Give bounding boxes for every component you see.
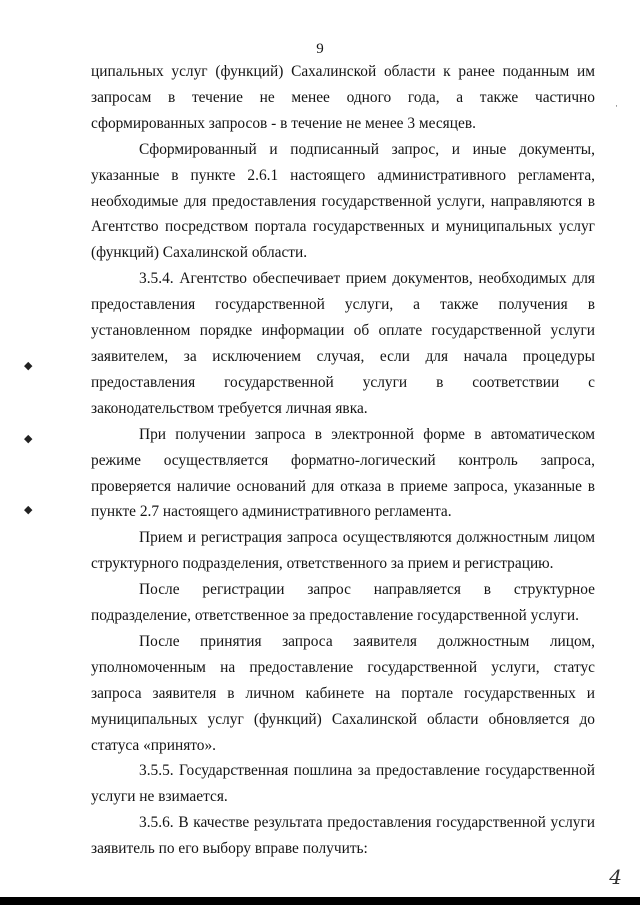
margin-mark-1: ◆ [24, 360, 33, 372]
page-number: 9 [316, 41, 324, 57]
paragraph-7: После принятия запроса заявителя должностным лицом, уполномоченным на предоставление государственной услуги, статус запроса заявителя в личном кабинете на портале государственных и муниципальных услуг (функций) Сахалинской области обновляется до статуса «принято». [91, 632, 595, 754]
paragraph-3: 3.5.4. Агентство обеспечивает прием документов, необходимых для предоставления государственной услуги, а также получения в установленном порядке информации об оплате государственной услуги заявителем, за исключением случая, если для начала процедуры предоставления государственной услуги в соответствии с законодательством требуется личная явка. [91, 270, 595, 417]
paragraph-9: 3.5.6. В качестве результата предоставления государственной услуги заявитель по его выбору вправе получить: [91, 814, 595, 858]
paragraph-2: Сформированный и подписанный запрос, и иные документы, указанные в пункте 2.6.1 настоящего административного регламента, необходимые для предоставления государственной услуги, направляются в Агентство посредством портала государственных и муниципальных услуг (функций) Сахалинской области. [91, 140, 595, 262]
paragraph-8: 3.5.5. Государственная пошлина за предоставление государственной услуги не взимается. [91, 762, 595, 806]
paragraph-5: Прием и регистрация запроса осуществляются должностным лицом структурного подразделения, ответственного за прием и регистрацию. [91, 529, 595, 573]
margin-mark-2: ◆ [24, 433, 33, 445]
margin-mark-3: ◆ [24, 504, 33, 516]
paragraph-4: При получении запроса в электронной форме в автоматическом режиме осуществляется форматно-логический контроль запроса, проверяется наличие оснований для отказа в приеме запроса, указанные в пункте 2.7 настоящего административного регламента. [91, 425, 595, 521]
paragraph-6: После регистрации запрос направляется в структурное подразделение, ответственное за предоставление государственной услуги. [91, 581, 595, 625]
corner-mark: 4 [609, 865, 622, 889]
body-text [91, 59, 595, 862]
scan-bottom-edge [0, 897, 640, 905]
margin-dot: · [615, 101, 618, 111]
paragraph-1: ципальных услуг (функций) Сахалинской области к ранее поданным им запросам в течение не менее одного года, а также частично сформированных запросов - в течение не менее 3 месяцев. [91, 63, 595, 132]
